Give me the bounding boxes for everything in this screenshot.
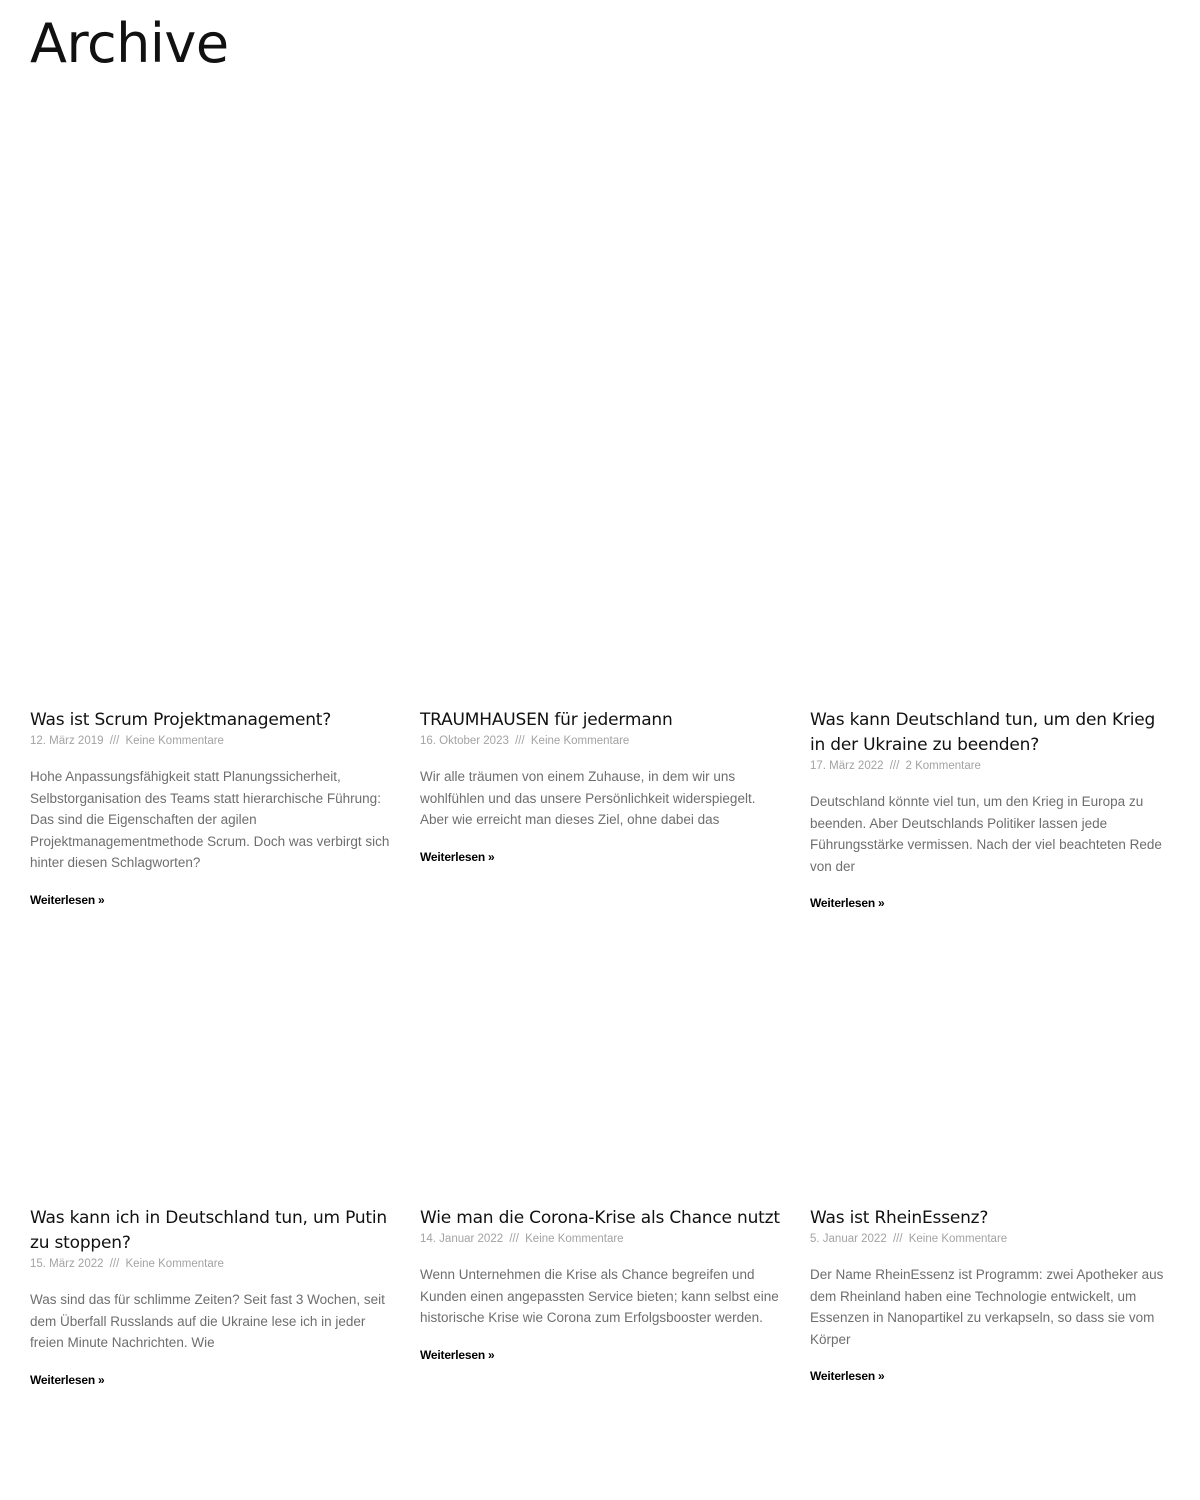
post-card: [810, 1206, 1170, 1385]
post-excerpt: Deutschland könnte viel tun, um den Krieg in Europa zu beenden. Aber Deutschlands Politiker lassen jede Führungsstärke vermissen. Nach der viel beachteten Rede von der: [810, 794, 1162, 874]
read-more-label: Weiterlesen: [420, 1347, 485, 1362]
double-chevron-right-icon: »: [877, 896, 885, 910]
post-comments-link[interactable]: Keine Kommentare: [125, 1258, 224, 1270]
meta-separator: ///: [109, 1258, 120, 1270]
read-more-link[interactable]: [420, 1347, 494, 1363]
double-chevron-right-icon: »: [487, 849, 495, 864]
read-more-label: Weiterlesen: [810, 896, 875, 910]
post-card: [420, 1206, 780, 1364]
read-more-link[interactable]: [420, 849, 494, 865]
meta-separator: ///: [109, 735, 120, 747]
page-title: Archive: [30, 12, 229, 75]
post-excerpt: Wir alle träumen von einem Zuhause, in dem wir uns wohlfühlen und das unsere Persönlichkeit widerspiegelt. Aber wie erreicht man dieses Ziel, ohne dabei das: [420, 769, 756, 827]
post-card: [30, 708, 390, 909]
post-card: [30, 1206, 390, 1389]
read-more-label: Weiterlesen: [810, 1369, 875, 1383]
post-card: [810, 708, 1170, 912]
double-chevron-right-icon: »: [487, 1347, 495, 1362]
read-more-link[interactable]: [30, 1372, 104, 1388]
post-comments-link[interactable]: Keine Kommentare: [908, 1233, 1008, 1245]
post-meta: [420, 1232, 780, 1246]
post-date: 15. März 2022: [30, 1258, 104, 1270]
post-comments-link[interactable]: 2 Kommentare: [905, 760, 981, 772]
post-title-link[interactable]: Wie man die Corona-Krise als Chance nutzt: [420, 1208, 780, 1228]
post-excerpt: Der Name RheinEssenz ist Programm: zwei Apotheker aus dem Rheinland haben eine Technologie entwickelt, um Essenzen in Nanopartikel zu verkapseln, so dass sie vom Körper: [810, 1267, 1164, 1347]
post-date: 14. Januar 2022: [420, 1233, 504, 1245]
read-more-label: Weiterlesen: [30, 1372, 95, 1387]
post-excerpt: Hohe Anpassungsfähigkeit statt Planungssicherheit, Selbstorganisation des Teams statt hierarchische Führung: Das sind die Eigenschaften der agilen Projektmanagementmethode Scrum. Doch was verbirgt sich hinter diesen Schlagworten?: [30, 769, 390, 870]
post-meta: [420, 734, 780, 748]
meta-separator: ///: [889, 760, 900, 772]
post-comments-link[interactable]: Keine Kommentare: [125, 735, 224, 747]
post-title-link[interactable]: Was kann Deutschland tun, um den Krieg in der Ukraine zu beenden?: [810, 710, 1156, 755]
post-comments-link[interactable]: Keine Kommentare: [525, 1233, 624, 1245]
post-meta: [30, 1257, 390, 1271]
double-chevron-right-icon: »: [877, 1369, 885, 1383]
double-chevron-right-icon: »: [97, 1372, 105, 1387]
post-title-link[interactable]: TRAUMHAUSEN für jedermann: [420, 710, 673, 730]
meta-separator: ///: [515, 735, 525, 747]
read-more-link[interactable]: [30, 892, 104, 908]
post-title-link[interactable]: Was ist Scrum Projektmanagement?: [30, 710, 332, 730]
meta-separator: ///: [892, 1233, 903, 1245]
post-meta: [30, 734, 390, 748]
post-excerpt: Was sind das für schlimme Zeiten? Seit fast 3 Wochen, seit dem Überfall Russlands auf die Ukraine lese ich in jeder freien Minute Nachrichten. Wie: [30, 1292, 385, 1350]
read-more-label: Weiterlesen: [420, 849, 485, 864]
read-more-link[interactable]: [810, 1368, 884, 1384]
post-title-link[interactable]: Was kann ich in Deutschland tun, um Putin zu stoppen?: [30, 1208, 387, 1253]
post-date: 12. März 2019: [30, 735, 104, 747]
post-meta: [810, 759, 1170, 773]
post-card: [420, 708, 780, 866]
post-date: 5. Januar 2022: [810, 1233, 887, 1245]
post-excerpt: Wenn Unternehmen die Krise als Chance begreifen und Kunden einen angepassten Service bieten; kann selbst eine historische Krise wie Corona zum Erfolgsbooster werden.: [420, 1267, 779, 1325]
read-more-label: Weiterlesen: [30, 892, 95, 907]
meta-separator: ///: [509, 1233, 519, 1245]
post-comments-link[interactable]: Keine Kommentare: [530, 735, 630, 747]
post-title-link[interactable]: Was ist RheinEssenz?: [810, 1208, 989, 1228]
post-meta: [810, 1232, 1170, 1246]
read-more-link[interactable]: [810, 895, 884, 911]
double-chevron-right-icon: »: [97, 892, 105, 907]
post-date: 16. Oktober 2023: [420, 735, 509, 747]
post-date: 17. März 2022: [810, 760, 884, 772]
